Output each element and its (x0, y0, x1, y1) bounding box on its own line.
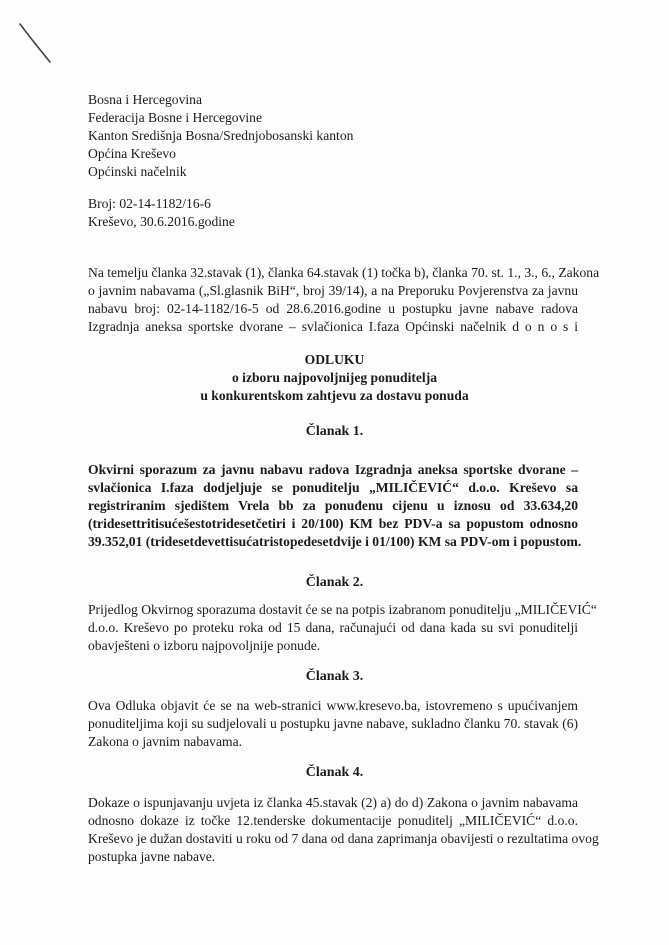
issuer-municipality: Općina Kreševo (88, 146, 176, 161)
issuer-canton: Kanton Središnja Bosna/Srednjobosanski kanton (88, 128, 354, 143)
article-line: d.o.o. Kreševo po proteku roka od 15 dana, računajući od dana kada su svi ponuditelji (88, 620, 578, 635)
issuer-country: Bosna i Hercegovina (88, 92, 203, 107)
article-line: odnosno dokaze iz točke 12.tenderske dokumentacije ponuditelj „MILIČEVIĆ“ d.o.o. (88, 813, 578, 828)
article-line: ponuditeljima koji su sudjelovali u postupku javne nabave, sukladno članku 70. stavak (6) (88, 716, 579, 731)
article-heading: Članak 4. (305, 765, 364, 780)
place-and-date: Kreševo, 30.6.2016.godine (88, 214, 235, 229)
article-line: Kreševo je dužan dostaviti u roku od 7 dana od dana zaprimanja obavijesti o rezultatima ovog (88, 831, 599, 846)
article-heading: Članak 1. (305, 424, 364, 439)
article-line: obavješteni o izboru najpovoljnije ponude. (88, 638, 321, 653)
article-heading: Članak 3. (305, 669, 364, 684)
article-line: svlačionica I.faza dodjeljuje se ponuditelju „MILIČEVIĆ“ d.o.o. Kreševo sa (88, 480, 578, 495)
pen-stroke-mark (12, 16, 56, 66)
title-odluku: ODLUKU (304, 352, 365, 367)
article-line: postupka javne nabave. (88, 849, 216, 864)
article-line: Prijedlog Okvirnog sporazuma dostavit će se na potpis izabranom ponuditelju „MILIČEVIĆ“ (88, 602, 597, 617)
preamble-line: nabavu broj: 02-14-1182/16-5 od 28.6.2016.godine u postupku javne nabave radova (88, 301, 578, 316)
article-line: Zakona o javnim nabavama. (88, 734, 243, 749)
article-line: Dokaze o ispunjavanju uvjeta iz članka 45.stavak (2) a) do d) Zakona o javnim nabavama (88, 795, 578, 810)
article-line: 39.352,01 (tridesetdevettisućatristopedesetdvije i 01/100) KM sa PDV-om i popustom. (88, 534, 582, 549)
article-line: Ova Odluka objavit će se na web-stranici www.kresevo.ba, istovremeno s upućivanjem (88, 698, 578, 713)
issuer-office: Općinski načelnik (88, 164, 187, 179)
article-heading: Članak 2. (305, 575, 364, 590)
article-line: Okvirni sporazum za javnu nabavu radova Izgradnja aneksa sportske dvorane – (88, 462, 578, 477)
reference-number: Broj: 02-14-1182/16-6 (88, 196, 211, 211)
preamble-line: o javnim nabavama („Sl.glasnik BiH“, broj 39/14), a na Preporuku Povjerenstva za javnu (88, 283, 578, 298)
preamble-line: Na temelju članka 32.stavak (1), članka 64.stavak (1) točka b), članka 70. st. 1., 3., 6., Zakona (88, 265, 600, 280)
title-subline-1: o izboru najpovoljnijeg ponuditelja (231, 370, 438, 385)
preamble-line: Izgradnja aneksa sportske dvorane – svlačionica I.faza Općinski načelnik d o n o s i (88, 319, 578, 334)
article-line: (tridesettritisućešestotridesetčetiri i 20/100) KM bez PDV-a sa popustom odnosno (88, 516, 578, 531)
issuer-federation: Federacija Bosne i Hercegovine (88, 110, 263, 125)
article-line: registriranim sjedištem Vrela bb za ponuđenu cijenu u iznosu od 33.634,20 (88, 498, 578, 513)
title-subline-2: u konkurentskom zahtjevu za dostavu ponuda (200, 388, 469, 403)
